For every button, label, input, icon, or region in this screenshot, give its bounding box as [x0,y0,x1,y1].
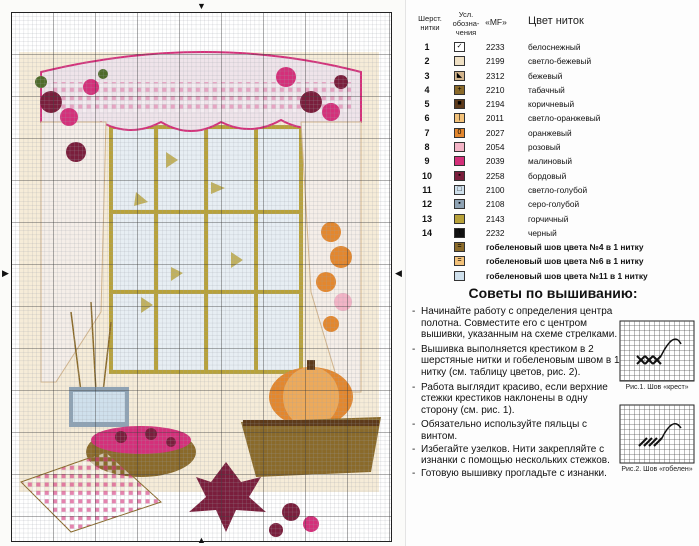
row-number: 5 [424,99,430,110]
row-number: 10 [421,170,432,181]
color-name: серо-голубой [528,199,580,210]
symbol-swatch [454,156,465,166]
center-arrow-left: ▶ [2,268,9,278]
legend-row [406,83,699,97]
tip-item: - Обязательно используйте пяльцы с винтом. [412,419,620,442]
tip-item: - Начинайте работу с определения центра полотна. Совместите его с центром вышивки, указанным на схеме стрелками. [412,306,620,341]
color-name: светло-оранжевый [528,113,601,124]
figure-2-caption: Рис.2. Шов «гобелен» [621,466,693,473]
row-number: 14 [421,227,432,238]
color-name: белоснежный [528,42,581,52]
row-number: 3 [424,70,430,81]
legend-row [406,126,699,140]
cross-stitch-scheme [11,12,392,542]
legend-page [405,0,699,546]
mf-code: 2027 [486,127,505,138]
header-wool: Шерст. нитки [418,14,442,32]
mf-code: 2100 [486,184,505,195]
tapestry-stitch-diagram [619,404,695,464]
tips-title: Советы по вышиванию: [468,285,638,301]
header-color: Цвет ниток [528,15,584,27]
legend-row [406,226,699,240]
symbol-swatch [454,56,465,66]
symbol-swatch: ◣ [454,71,465,81]
cross-stitch-diagram [619,320,695,382]
tips-list [412,306,620,480]
symbol-swatch: \ [454,228,465,238]
tip-item: - Готовую вышивку прогладьте с изнанки. [412,468,620,480]
legend-row [406,54,699,68]
legend-table [406,40,699,283]
color-name: табачный [528,84,565,95]
figure-1-caption: Рис.1. Шов «крест» [625,384,689,391]
tapestry-description: гобеленовый шов цвета №11 в 1 нитку [486,270,648,281]
mf-code: 2232 [486,227,505,238]
center-arrow-top: ▼ [197,1,206,11]
mf-code: 2194 [486,99,505,110]
symbol-swatch: □ [454,185,465,195]
legend-row [406,197,699,211]
color-name: черный [528,227,557,238]
legend-row [406,69,699,83]
symbol-swatch: 0 [454,128,465,138]
row-number: 9 [424,156,430,167]
mf-code: 2011 [486,113,504,124]
symbol-swatch: | [454,113,465,123]
symbol-swatch: = [454,242,465,252]
legend-row-tapestry [406,240,699,254]
row-number: 4 [424,84,430,95]
symbol-swatch [454,271,465,281]
tapestry-description: гобеленовый шов цвета №4 в 1 нитку [486,242,644,253]
color-name: розовый [528,142,561,153]
header-symbol: Усл. обозна- чения [452,10,480,37]
legend-row [406,154,699,168]
symbol-swatch [454,214,465,224]
color-name: светло-бежевый [528,56,592,67]
symbol-swatch: ▪ [454,199,465,209]
mf-code: 2143 [486,213,505,224]
row-number: 2 [424,56,430,67]
tip-item: - Избегайте узелков. Нити закрепляйте с изнанки с помощью нескольких стежков. [412,444,620,467]
row-number: 11 [422,184,432,195]
symbol-swatch: ✓ [454,42,465,52]
legend-row-tapestry [406,254,699,268]
figure-cross-stitch [619,320,695,391]
color-name: коричневый [528,99,575,110]
mf-code: 2108 [486,199,505,210]
legend-header [406,10,699,40]
mf-code: 2258 [486,170,505,181]
row-number: 6 [424,113,430,124]
legend-row [406,111,699,125]
symbol-swatch: + [454,85,465,95]
mf-code: 2054 [486,142,505,153]
tip-item: - Вышивка выполняется крестиком в 2 шерстяные нитки и гобеленовым швом в 1 нитку (см. таблицу цветов, рис. 2). [412,344,620,379]
color-name: горчичный [528,213,569,224]
symbol-swatch [454,142,465,152]
legend-row [406,212,699,226]
center-arrow-bottom: ▲ [197,535,206,545]
row-number: 7 [424,127,430,138]
color-name: малиновый [528,156,572,167]
mf-code: 2199 [486,56,505,67]
legend-row [406,40,699,54]
color-name: оранжевый [528,127,572,138]
tip-item: - Работа выглядит красиво, если верхние стежки крестиков наклонены в одну сторону (см. рис. 1). [412,382,620,417]
symbol-swatch: ■ [454,99,465,109]
figure-tapestry-stitch [619,404,695,473]
color-name: бежевый [528,70,563,81]
mf-code: 2039 [486,156,505,167]
row-number: 13 [421,213,432,224]
color-name: светло-голубой [528,184,588,195]
legend-row [406,169,699,183]
tapestry-description: гобеленовый шов цвета №6 в 1 нитку [486,256,644,267]
row-number: 1 [424,42,430,52]
mf-code: 2210 [486,84,505,95]
row-number: 8 [424,142,430,153]
symbol-swatch: ▪ [454,171,465,181]
legend-row [406,140,699,154]
color-name: бордовый [528,170,567,181]
row-number: 12 [421,199,432,210]
center-arrow-right: ◀ [395,268,402,278]
legend-row [406,183,699,197]
header-mf: «MF» [485,17,507,27]
symbol-swatch: = [454,256,465,266]
legend-row [406,97,699,111]
mf-code: 2233 [486,42,505,52]
legend-row-tapestry [406,269,699,283]
mf-code: 2312 [486,70,505,81]
